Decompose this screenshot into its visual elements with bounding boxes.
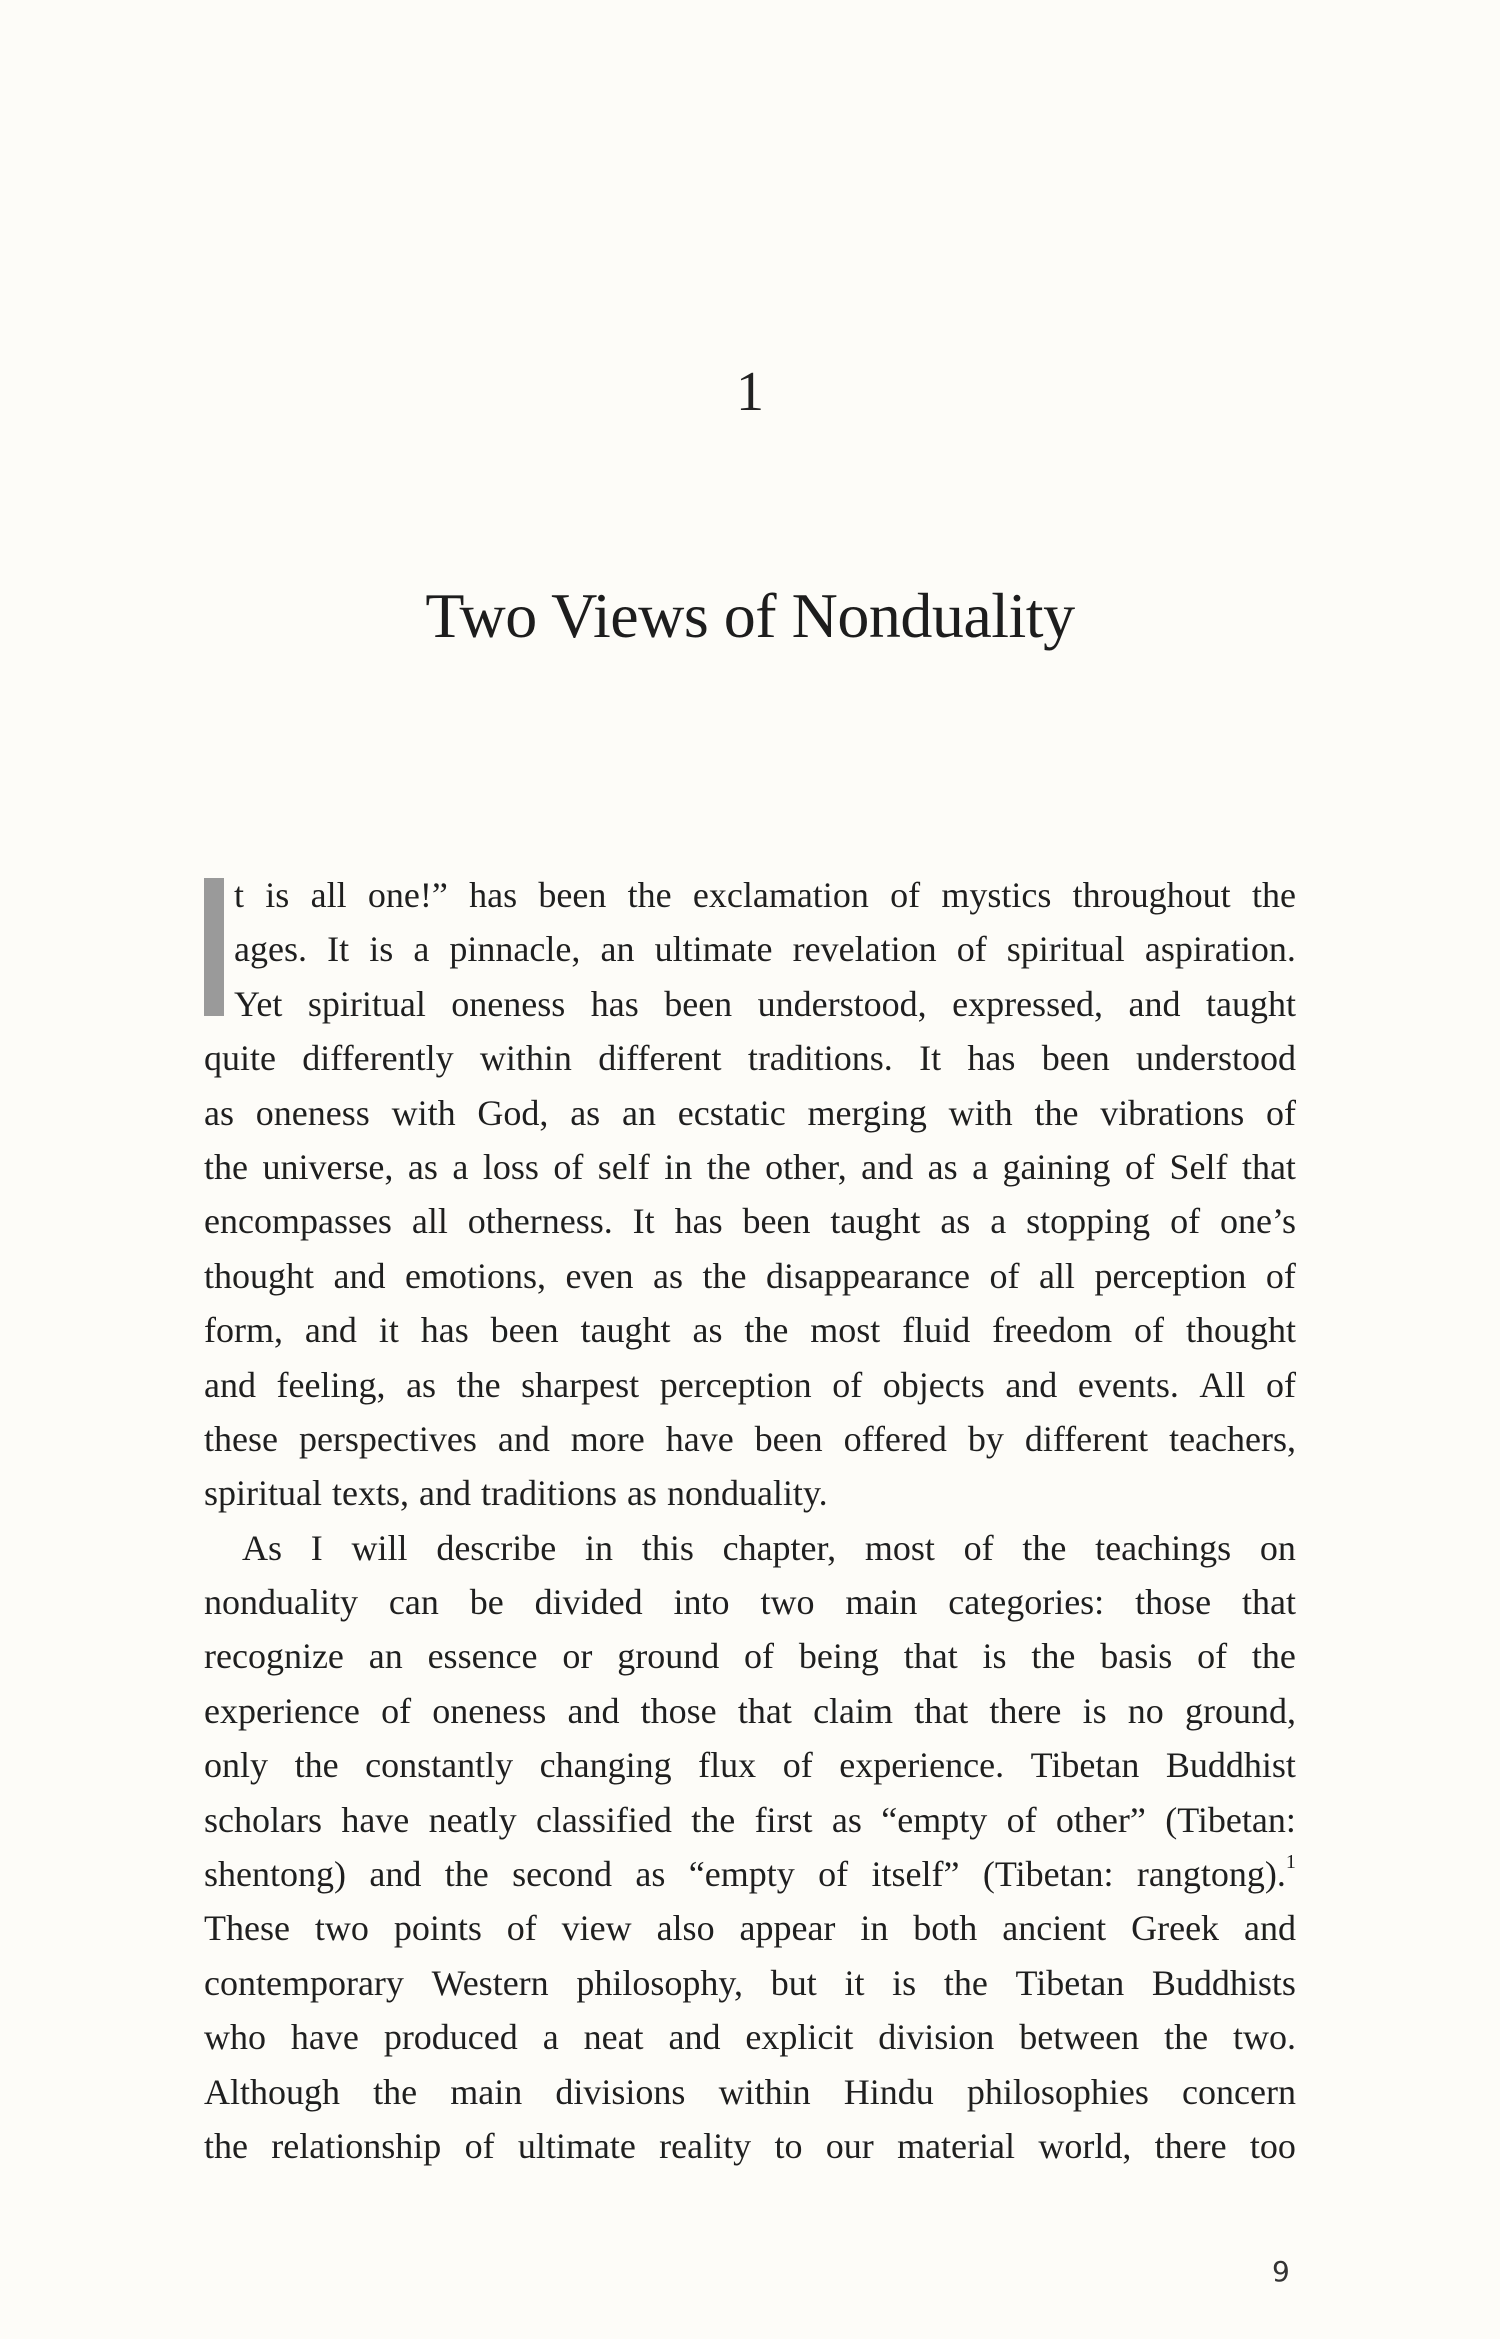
paragraph [204,868,1296,1521]
paragraph [204,1521,1296,2174]
text-line: t is all one!” has been the exclamation of mystics throughout the [234,875,1296,915]
text-line: the universe, as a loss of self in the other, and as a gaining of Self that [204,1146,1296,1187]
footnote-marker[interactable]: 1 [1285,1851,1296,1874]
text-line: the relationship of ultimate reality to our material world, there too [204,2125,1296,2166]
text-line: encompasses all otherness. It has been taught as a stopping of one’s [204,1201,1296,1242]
text-line: shentong) and the second as “empty of itself” (Tibetan: rangtong).$^1$ [204,1851,1296,1895]
chapter-title: Two Views of Nonduality [425,580,1075,651]
text-line: ages. It is a pinnacle, an ultimate revelation of spiritual aspiration. [234,929,1296,970]
text-line: contemporary Western philosophy, but it is the Tibetan Buddhists [204,1962,1296,2003]
text-line: recognize an essence or ground of being that is the basis of the [204,1636,1296,1677]
text-line: thought and emotions, even as the disappearance of all perception of [204,1255,1296,1296]
text-line: these perspectives and more have been offered by different teachers, [204,1418,1296,1459]
text-line: spiritual texts, and traditions as nonduality. [204,1473,828,1514]
text-line: scholars have neatly classified the first as “empty of other” (Tibetan: [204,1799,1296,1840]
text-line: who have produced a neat and explicit division between the two. [204,2017,1296,2058]
text-line: as oneness with God, as an ecstatic merging with the vibrations of [204,1092,1296,1133]
text-line: only the constantly changing flux of experience. Tibetan Buddhist [204,1745,1296,1786]
text-line: These two points of view also appear in both ancient Greek and [204,1908,1296,1949]
chapter-number: 1 [736,361,764,423]
text-line: As I will describe in this chapter, most of the teachings on [242,1527,1296,1568]
text-line: experience of oneness and those that claim that there is no ground, [204,1690,1296,1731]
text-line: and feeling, as the sharpest perception of objects and events. All of [204,1364,1296,1405]
text-line: Yet spiritual oneness has been understood, expressed, and taught [234,983,1296,1024]
text-line: nonduality can be divided into two main categories: those that [204,1582,1296,1623]
text-line: Although the main divisions within Hindu philosophies concern [204,2071,1296,2112]
text-line: form, and it has been taught as the most fluid freedom of thought [204,1310,1296,1351]
page-number: 9 [1272,2255,1290,2288]
chapter-body [204,868,1296,2173]
drop-cap-initial [204,878,224,1016]
text-line: quite differently within different traditions. It has been understood [204,1038,1296,1079]
